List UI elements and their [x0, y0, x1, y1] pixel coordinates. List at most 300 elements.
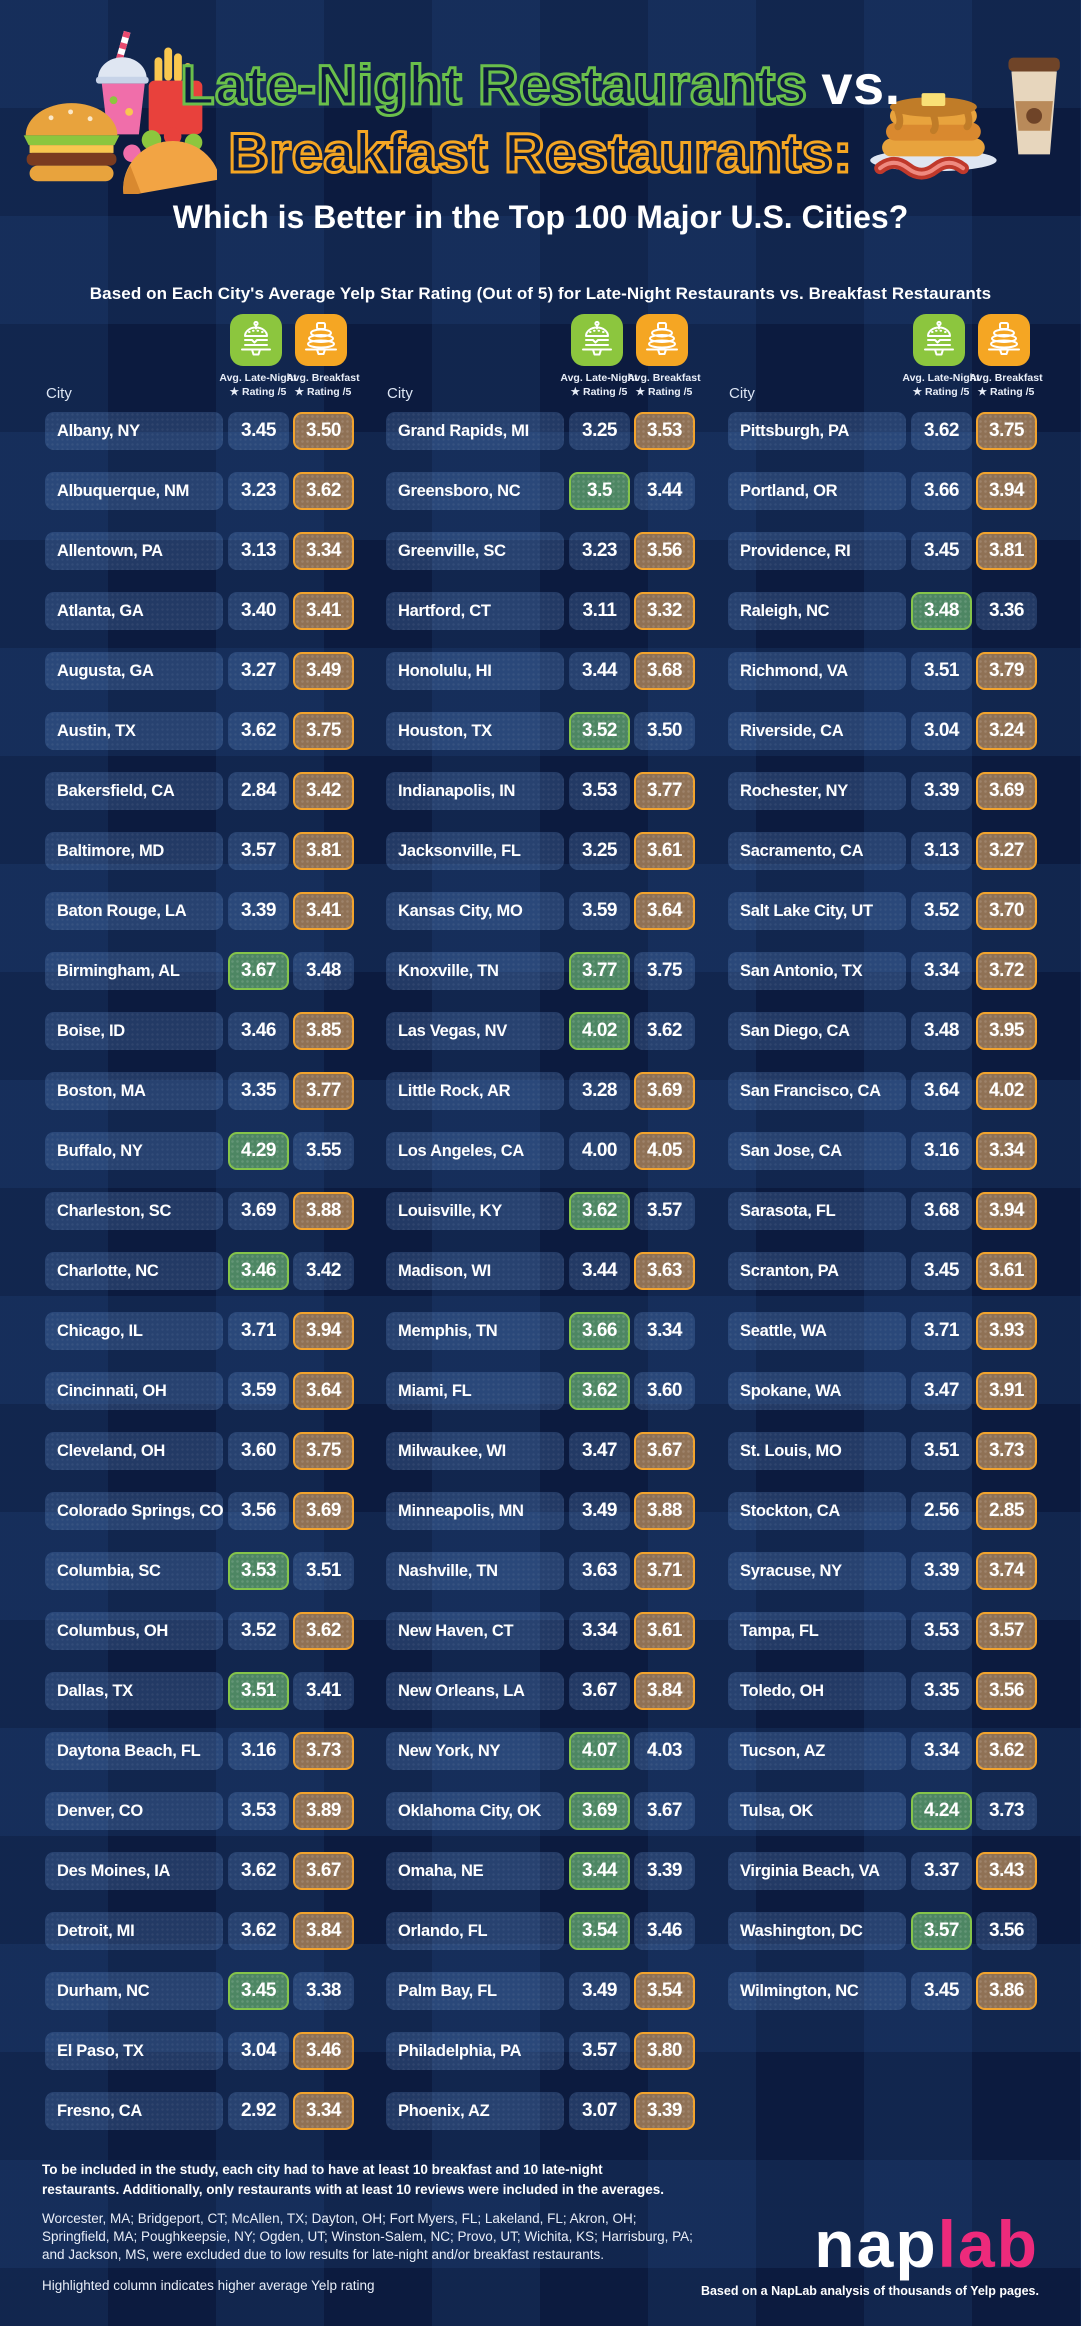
- table-row: [723, 1252, 1041, 1290]
- city-cell: Raleigh, NC: [728, 592, 906, 630]
- breakfast-value: 3.73: [976, 1792, 1037, 1830]
- breakfast-value: 3.67: [634, 1792, 695, 1830]
- table-row: [723, 1372, 1041, 1410]
- late-night-value: 3.39: [911, 772, 972, 810]
- breakfast-value: 3.94: [293, 1312, 354, 1350]
- title-vs: vs.: [821, 53, 901, 116]
- table-row: [723, 952, 1041, 990]
- late-night-value: 3.77: [569, 952, 630, 990]
- city-cell: Riverside, CA: [728, 712, 906, 750]
- table-row: [381, 652, 699, 690]
- breakfast-value: 3.42: [293, 1252, 354, 1290]
- table-row: [40, 952, 358, 990]
- city-cell: San Antonio, TX: [728, 952, 906, 990]
- rows-container: [723, 412, 1041, 2032]
- table-row: [381, 1972, 699, 2010]
- city-cell: Knoxville, TN: [386, 952, 564, 990]
- late-night-value: 4.02: [569, 1012, 630, 1050]
- city-cell: Baltimore, MD: [45, 832, 223, 870]
- late-night-value: 3.35: [911, 1672, 972, 1710]
- breakfast-value: 3.68: [634, 652, 695, 690]
- breakfast-value: 3.41: [293, 892, 354, 930]
- breakfast-value: 3.62: [293, 1612, 354, 1650]
- late-night-value: 3.23: [569, 532, 630, 570]
- city-cell: Nashville, TN: [386, 1552, 564, 1590]
- breakfast-column-label: [283, 372, 363, 399]
- table-row: [40, 532, 358, 570]
- breakfast-value: 3.56: [634, 532, 695, 570]
- breakfast-value: 3.77: [634, 772, 695, 810]
- table-row: [381, 1432, 699, 1470]
- late-night-value: 3.04: [911, 712, 972, 750]
- city-cell: Philadelphia, PA: [386, 2032, 564, 2070]
- late-night-label-line2: ★ Rating /5: [912, 385, 970, 398]
- breakfast-value: 3.88: [293, 1192, 354, 1230]
- table-row: [40, 772, 358, 810]
- breakfast-value: 3.72: [976, 952, 1037, 990]
- late-night-value: 3.62: [228, 1852, 289, 1890]
- burger-icon: [234, 318, 278, 362]
- city-cell: Charleston, SC: [45, 1192, 223, 1230]
- late-night-value: 4.29: [228, 1132, 289, 1170]
- breakfast-value: 4.03: [634, 1732, 695, 1770]
- breakfast-value: 3.34: [293, 2092, 354, 2130]
- city-cell: Colorado Springs, CO: [45, 1492, 223, 1530]
- table-row: [723, 1432, 1041, 1470]
- city-cell: Portland, OR: [728, 472, 906, 510]
- late-night-value: 3.56: [228, 1492, 289, 1530]
- breakfast-value: 2.85: [976, 1492, 1037, 1530]
- late-night-value: 3.37: [911, 1852, 972, 1890]
- table-row: [40, 1312, 358, 1350]
- city-cell: Toledo, OH: [728, 1672, 906, 1710]
- table-row: [381, 1852, 699, 1890]
- breakfast-value: 3.24: [976, 712, 1037, 750]
- breakfast-value: 3.69: [976, 772, 1037, 810]
- city-cell: Miami, FL: [386, 1372, 564, 1410]
- late-night-value: 3.45: [911, 1972, 972, 2010]
- excluded-cities-note: Worcester, MA; Bridgeport, CT; McAllen, TX; Dayton, OH; Fort Myers, FL; Lakeland, FL; Akron, OH; Springfield, MA; Poughkeepsie, NY; Ogden, UT; Winston-Salem, NC; Provo, UT; Wichita, KS; Harrisburg, PA; and Jackson, MS, were excluded due to low results for late-night and/or breakfast restaurants.: [42, 2211, 693, 2263]
- breakfast-label-line2: ★ Rating /5: [294, 385, 352, 398]
- table-row: [381, 1552, 699, 1590]
- late-night-value: 3.62: [911, 412, 972, 450]
- table-row: [723, 1132, 1041, 1170]
- table-row: [40, 652, 358, 690]
- late-night-value: 3.51: [911, 652, 972, 690]
- city-cell: Oklahoma City, OK: [386, 1792, 564, 1830]
- late-night-value: 3.48: [911, 1012, 972, 1050]
- city-cell: Cincinnati, OH: [45, 1372, 223, 1410]
- table-row: [381, 472, 699, 510]
- breakfast-column-label: [624, 372, 704, 399]
- city-cell: Tampa, FL: [728, 1612, 906, 1650]
- breakfast-value: 3.64: [293, 1372, 354, 1410]
- breakfast-value: 3.49: [293, 652, 354, 690]
- late-night-value: 3.5: [569, 472, 630, 510]
- table-row: [381, 412, 699, 450]
- late-night-value: 3.45: [228, 1972, 289, 2010]
- late-night-value: 3.60: [228, 1432, 289, 1470]
- late-night-label-line1: Avg. Late-Night: [902, 372, 980, 384]
- table-row: [723, 1552, 1041, 1590]
- breakfast-value: 3.61: [634, 1612, 695, 1650]
- late-night-value: 3.16: [228, 1732, 289, 1770]
- city-cell: St. Louis, MO: [728, 1432, 906, 1470]
- table-row: [723, 1732, 1041, 1770]
- late-night-value: 3.67: [228, 952, 289, 990]
- late-night-value: 3.51: [228, 1672, 289, 1710]
- breakfast-value: 3.46: [634, 1912, 695, 1950]
- late-night-label-line1: Avg. Late-Night: [560, 372, 638, 384]
- breakfast-value: 3.75: [293, 712, 354, 750]
- table-row: [381, 712, 699, 750]
- table-row: [381, 952, 699, 990]
- late-night-value: 3.71: [911, 1312, 972, 1350]
- late-night-value: 3.52: [569, 712, 630, 750]
- breakfast-value: 3.39: [634, 2092, 695, 2130]
- city-cell: Columbus, OH: [45, 1612, 223, 1650]
- late-night-value: 3.28: [569, 1072, 630, 1110]
- late-night-value: 4.07: [569, 1732, 630, 1770]
- city-cell: Scranton, PA: [728, 1252, 906, 1290]
- late-night-label-line1: Avg. Late-Night: [219, 372, 297, 384]
- table-row: [723, 1072, 1041, 1110]
- breakfast-value: 3.93: [976, 1312, 1037, 1350]
- late-night-value: 3.34: [569, 1612, 630, 1650]
- late-night-value: 3.52: [228, 1612, 289, 1650]
- late-night-value: 3.13: [228, 532, 289, 570]
- table-row: [723, 1792, 1041, 1830]
- burger-icon: [917, 318, 961, 362]
- late-night-value: 3.62: [569, 1372, 630, 1410]
- breakfast-value: 3.81: [293, 832, 354, 870]
- city-cell: Houston, TX: [386, 712, 564, 750]
- table-row: [381, 1132, 699, 1170]
- breakfast-value: 3.81: [976, 532, 1037, 570]
- city-cell: San Diego, CA: [728, 1012, 906, 1050]
- breakfast-value: 3.57: [634, 1192, 695, 1230]
- breakfast-value: 3.61: [634, 832, 695, 870]
- late-night-value: 3.53: [228, 1792, 289, 1830]
- table-row: [40, 472, 358, 510]
- study-inclusion-note: To be included in the study, each city had to have at least 10 breakfast and 10 late-night restaurants. Additionally, only restaurants with at least 10 reviews were included in the averages.: [42, 2162, 664, 2198]
- table-row: [40, 1792, 358, 1830]
- breakfast-value: 3.75: [976, 412, 1037, 450]
- title-late-night: Late-Night Restaurants: [180, 53, 808, 116]
- breakfast-value: 3.80: [634, 2032, 695, 2070]
- table-row: [723, 1912, 1041, 1950]
- city-cell: Sarasota, FL: [728, 1192, 906, 1230]
- late-night-badge: [230, 314, 282, 366]
- breakfast-value: 3.85: [293, 1012, 354, 1050]
- city-cell: Birmingham, AL: [45, 952, 223, 990]
- city-cell: Greenville, SC: [386, 532, 564, 570]
- table-row: [381, 592, 699, 630]
- late-night-value: 3.51: [911, 1432, 972, 1470]
- table-row: [381, 1912, 699, 1950]
- city-cell: Indianapolis, IN: [386, 772, 564, 810]
- page-title-line1: [0, 52, 1081, 117]
- city-cell: Tulsa, OK: [728, 1792, 906, 1830]
- breakfast-value: 3.48: [293, 952, 354, 990]
- city-cell: Hartford, CT: [386, 592, 564, 630]
- city-cell: New Haven, CT: [386, 1612, 564, 1650]
- city-cell: Pittsburgh, PA: [728, 412, 906, 450]
- breakfast-value: 3.41: [293, 1672, 354, 1710]
- late-night-value: 3.48: [911, 592, 972, 630]
- city-column-header: City: [387, 385, 413, 402]
- table-row: [40, 1552, 358, 1590]
- city-cell: Seattle, WA: [728, 1312, 906, 1350]
- city-cell: Atlanta, GA: [45, 592, 223, 630]
- city-cell: Honolulu, HI: [386, 652, 564, 690]
- table-row: [723, 592, 1041, 630]
- late-night-value: 3.71: [228, 1312, 289, 1350]
- table-row: [40, 1132, 358, 1170]
- page-subtitle: Based on Each City's Average Yelp Star Rating (Out of 5) for Late-Night Restaurants vs. Breakfast Restaurants: [89, 284, 992, 303]
- pancakes-icon: [982, 318, 1026, 362]
- late-night-value: 3.40: [228, 592, 289, 630]
- table-row: [381, 772, 699, 810]
- late-night-value: 3.47: [569, 1432, 630, 1470]
- breakfast-value: 3.61: [976, 1252, 1037, 1290]
- breakfast-label-line2: ★ Rating /5: [977, 385, 1035, 398]
- city-cell: Dallas, TX: [45, 1672, 223, 1710]
- late-night-value: 4.24: [911, 1792, 972, 1830]
- city-cell: Syracuse, NY: [728, 1552, 906, 1590]
- breakfast-value: 3.95: [976, 1012, 1037, 1050]
- breakfast-value: 3.71: [634, 1552, 695, 1590]
- table-row: [40, 1432, 358, 1470]
- late-night-value: 3.53: [911, 1612, 972, 1650]
- late-night-value: 3.25: [569, 412, 630, 450]
- table-row: [381, 532, 699, 570]
- city-cell: Providence, RI: [728, 532, 906, 570]
- city-cell: Boston, MA: [45, 1072, 223, 1110]
- table-row: [381, 1672, 699, 1710]
- late-night-value: 3.35: [228, 1072, 289, 1110]
- late-night-badge: [571, 314, 623, 366]
- city-cell: Milwaukee, WI: [386, 1432, 564, 1470]
- city-cell: Buffalo, NY: [45, 1132, 223, 1170]
- breakfast-value: 3.50: [634, 712, 695, 750]
- breakfast-label-line1: Avg. Breakfast: [969, 372, 1043, 384]
- table-row: [40, 2032, 358, 2070]
- breakfast-value: 4.05: [634, 1132, 695, 1170]
- city-cell: Palm Bay, FL: [386, 1972, 564, 2010]
- city-cell: Jacksonville, FL: [386, 832, 564, 870]
- breakfast-value: 3.79: [976, 652, 1037, 690]
- city-cell: Phoenix, AZ: [386, 2092, 564, 2130]
- highlight-legend-note: Highlighted column indicates higher average Yelp rating: [42, 2278, 375, 2293]
- city-cell: Grand Rapids, MI: [386, 412, 564, 450]
- city-cell: Chicago, IL: [45, 1312, 223, 1350]
- table-row: [723, 1492, 1041, 1530]
- table-row: [723, 652, 1041, 690]
- breakfast-value: 3.63: [634, 1252, 695, 1290]
- breakfast-value: 3.75: [634, 952, 695, 990]
- table-row: [40, 1972, 358, 2010]
- breakfast-value: 3.46: [293, 2032, 354, 2070]
- late-night-value: 3.34: [911, 1732, 972, 1770]
- city-cell: Bakersfield, CA: [45, 772, 223, 810]
- late-night-value: 3.66: [569, 1312, 630, 1350]
- city-cell: San Francisco, CA: [728, 1072, 906, 1110]
- table-row: [381, 1732, 699, 1770]
- city-cell: Virginia Beach, VA: [728, 1852, 906, 1890]
- late-night-value: 3.59: [228, 1372, 289, 1410]
- late-night-value: 3.57: [228, 832, 289, 870]
- city-cell: Tucson, AZ: [728, 1732, 906, 1770]
- table-row: [381, 1612, 699, 1650]
- breakfast-value: 3.89: [293, 1792, 354, 1830]
- late-night-value: 3.53: [228, 1552, 289, 1590]
- city-cell: Durham, NC: [45, 1972, 223, 2010]
- late-night-value: 3.68: [911, 1192, 972, 1230]
- table-row: [381, 1312, 699, 1350]
- breakfast-value: 3.73: [293, 1732, 354, 1770]
- table-row: [381, 1792, 699, 1830]
- city-cell: Memphis, TN: [386, 1312, 564, 1350]
- breakfast-value: 3.70: [976, 892, 1037, 930]
- city-cell: Little Rock, AR: [386, 1072, 564, 1110]
- table-row: [723, 532, 1041, 570]
- city-cell: Albuquerque, NM: [45, 472, 223, 510]
- late-night-value: 3.69: [569, 1792, 630, 1830]
- table-row: [381, 1372, 699, 1410]
- late-night-value: 2.56: [911, 1492, 972, 1530]
- late-night-value: 3.47: [911, 1372, 972, 1410]
- table-row: [723, 1852, 1041, 1890]
- city-cell: New Orleans, LA: [386, 1672, 564, 1710]
- table-row: [40, 412, 358, 450]
- city-cell: Los Angeles, CA: [386, 1132, 564, 1170]
- late-night-value: 2.84: [228, 772, 289, 810]
- late-night-value: 3.49: [569, 1492, 630, 1530]
- table-row: [40, 832, 358, 870]
- city-cell: Detroit, MI: [45, 1912, 223, 1950]
- city-cell: Charlotte, NC: [45, 1252, 223, 1290]
- late-night-value: 3.44: [569, 1252, 630, 1290]
- breakfast-label-line1: Avg. Breakfast: [286, 372, 360, 384]
- city-cell: Daytona Beach, FL: [45, 1732, 223, 1770]
- city-cell: Austin, TX: [45, 712, 223, 750]
- late-night-value: 3.39: [228, 892, 289, 930]
- breakfast-value: 3.42: [293, 772, 354, 810]
- pancakes-icon: [299, 318, 343, 362]
- late-night-value: 4.00: [569, 1132, 630, 1170]
- table-row: [40, 1012, 358, 1050]
- breakfast-value: 3.54: [634, 1972, 695, 2010]
- table-row: [381, 1192, 699, 1230]
- breakfast-value: 3.34: [976, 1132, 1037, 1170]
- table-row: [723, 772, 1041, 810]
- table-row: [381, 1012, 699, 1050]
- city-cell: Las Vegas, NV: [386, 1012, 564, 1050]
- city-cell: Allentown, PA: [45, 532, 223, 570]
- late-night-value: 3.46: [228, 1252, 289, 1290]
- late-night-value: 3.07: [569, 2092, 630, 2130]
- table-row: [381, 2032, 699, 2070]
- table-row: [723, 1312, 1041, 1350]
- late-night-value: 3.62: [228, 1912, 289, 1950]
- late-night-value: 3.39: [911, 1552, 972, 1590]
- breakfast-value: 4.02: [976, 1072, 1037, 1110]
- city-cell: Richmond, VA: [728, 652, 906, 690]
- table-row: [40, 712, 358, 750]
- breakfast-value: 3.55: [293, 1132, 354, 1170]
- breakfast-badge: [295, 314, 347, 366]
- breakfast-value: 3.75: [293, 1432, 354, 1470]
- city-column-header: City: [46, 385, 72, 402]
- breakfast-value: 3.64: [634, 892, 695, 930]
- city-cell: Madison, WI: [386, 1252, 564, 1290]
- breakfast-value: 3.86: [976, 1972, 1037, 2010]
- late-night-value: 3.62: [569, 1192, 630, 1230]
- late-night-value: 3.46: [228, 1012, 289, 1050]
- city-cell: Greensboro, NC: [386, 472, 564, 510]
- late-night-value: 3.54: [569, 1912, 630, 1950]
- table-row: [723, 472, 1041, 510]
- breakfast-value: 3.94: [976, 1192, 1037, 1230]
- city-cell: Albany, NY: [45, 412, 223, 450]
- city-cell: Des Moines, IA: [45, 1852, 223, 1890]
- breakfast-value: 3.60: [634, 1372, 695, 1410]
- table-row: [723, 1672, 1041, 1710]
- city-cell: Denver, CO: [45, 1792, 223, 1830]
- breakfast-value: 3.84: [634, 1672, 695, 1710]
- table-row: [381, 832, 699, 870]
- page-title-line2: Breakfast Restaurants:: [228, 121, 853, 184]
- table-row: [723, 1192, 1041, 1230]
- table-row: [723, 1012, 1041, 1050]
- table-row: [723, 412, 1041, 450]
- naplab-logo: [814, 2206, 1039, 2282]
- table-row: [381, 1492, 699, 1530]
- table-row: [40, 1252, 358, 1290]
- breakfast-value: 3.73: [976, 1432, 1037, 1470]
- table-row: [723, 892, 1041, 930]
- city-column-header: City: [729, 385, 755, 402]
- breakfast-badge: [978, 314, 1030, 366]
- city-cell: New York, NY: [386, 1732, 564, 1770]
- city-cell: Washington, DC: [728, 1912, 906, 1950]
- city-cell: Kansas City, MO: [386, 892, 564, 930]
- table-row: [381, 892, 699, 930]
- late-night-label-line2: ★ Rating /5: [229, 385, 287, 398]
- city-cell: Omaha, NE: [386, 1852, 564, 1890]
- breakfast-value: 3.91: [976, 1372, 1037, 1410]
- late-night-value: 3.59: [569, 892, 630, 930]
- breakfast-value: 3.43: [976, 1852, 1037, 1890]
- table-row: [40, 1372, 358, 1410]
- logo-nap: nap: [814, 2207, 938, 2281]
- city-cell: Stockton, CA: [728, 1492, 906, 1530]
- breakfast-value: 3.56: [976, 1672, 1037, 1710]
- late-night-value: 3.64: [911, 1072, 972, 1110]
- city-cell: Fresno, CA: [45, 2092, 223, 2130]
- city-cell: Sacramento, CA: [728, 832, 906, 870]
- page-title-question: Which is Better in the Top 100 Major U.S. Cities?: [172, 199, 909, 235]
- breakfast-value: 3.84: [293, 1912, 354, 1950]
- city-cell: Rochester, NY: [728, 772, 906, 810]
- table-row: [40, 1732, 358, 1770]
- breakfast-value: 3.34: [634, 1312, 695, 1350]
- late-night-value: 3.44: [569, 652, 630, 690]
- table-row: [723, 712, 1041, 750]
- table-row: [40, 1072, 358, 1110]
- late-night-value: 3.57: [569, 2032, 630, 2070]
